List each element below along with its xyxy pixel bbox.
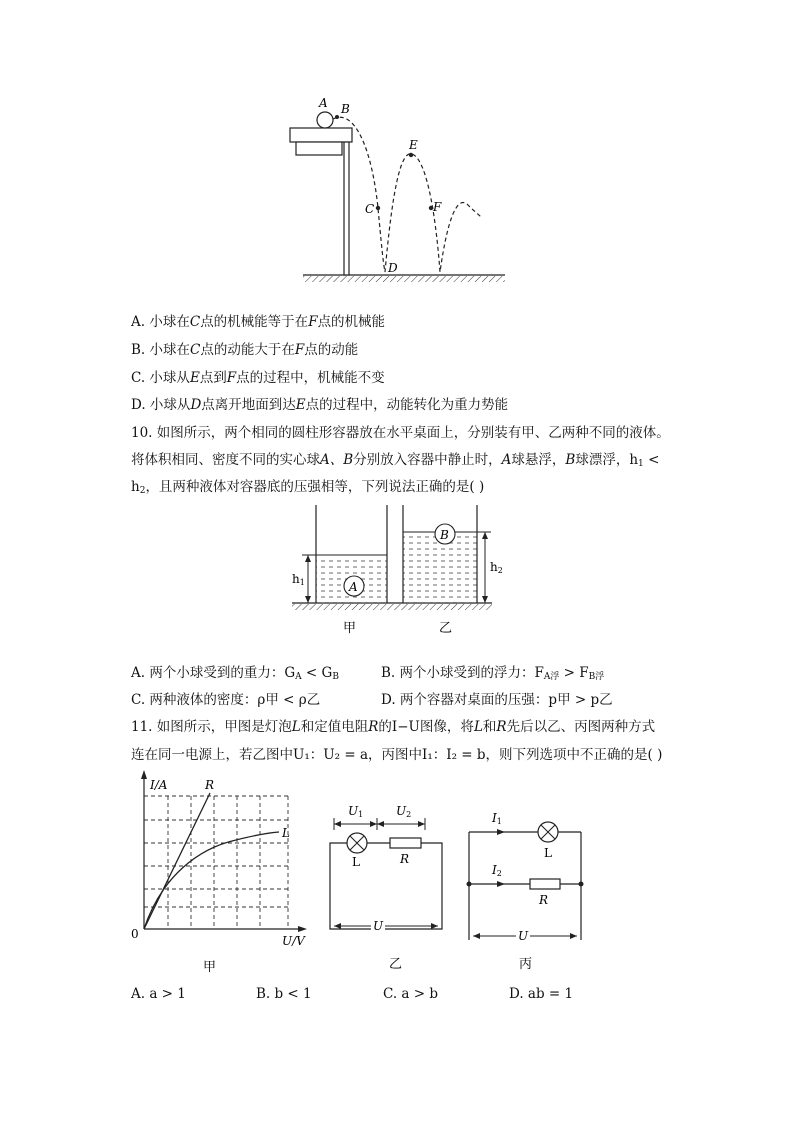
- u2-label: U2: [396, 804, 412, 819]
- circuit-yi-caption: 乙: [389, 957, 403, 972]
- caption-yi: 乙: [439, 621, 453, 636]
- u1-label: U1: [348, 804, 364, 819]
- resistor-label: R: [400, 852, 410, 866]
- curve-l-label: L: [282, 826, 290, 840]
- q10-line-1: 10. 如图所示，两个相同的圆柱形容器放在水平桌面上，分别装有甲、乙两种不同的液体。: [131, 425, 670, 441]
- i1-label: I1: [492, 811, 502, 826]
- y-axis-label: I/A: [150, 778, 168, 792]
- caption-jia: 甲: [343, 621, 357, 636]
- q10-line-2: 将体积相同、密度不同的实心球A、B分别放入容器中静止时，A球悬浮，B球漂浮，$h_1$ <: [131, 452, 660, 469]
- i2-label: I2: [492, 863, 502, 878]
- resistor-label: R: [539, 893, 549, 907]
- h1-label: h1: [292, 572, 305, 587]
- origin-label: 0: [131, 927, 139, 941]
- q10-option-d[interactable]: D. 两个容器对桌面的压强：p甲 > p乙: [381, 692, 613, 708]
- q9-option-b[interactable]: B. 小球在C点的动能大于在F点的动能: [131, 342, 359, 358]
- label-d: D: [388, 261, 398, 275]
- curve-r-label: R: [205, 778, 215, 792]
- lamp-label: L: [352, 855, 360, 869]
- x-axis-label: U/V: [282, 934, 305, 948]
- label-a: A: [319, 96, 328, 110]
- h2-label: h2: [490, 560, 503, 575]
- q10-option-c[interactable]: C. 两种液体的密度：ρ甲 < ρ乙: [131, 692, 321, 708]
- ball-b-label: B: [440, 528, 449, 542]
- lamp-icon: [538, 822, 558, 842]
- q10-option-b[interactable]: B. 两个小球受到的浮力：$F_{A浮} > F_{B浮}$: [381, 665, 605, 682]
- label-f: F: [433, 200, 442, 214]
- u-total-label: U: [518, 929, 529, 943]
- q9-option-c[interactable]: C. 小球从E点到F点的过程中，机械能不变: [131, 370, 385, 386]
- q11-option-a[interactable]: A. a > 1: [131, 986, 186, 1002]
- q11-line-1: 11. 如图所示，甲图是灯泡L和定值电阻R的I−U图像，将L和R先后以乙、丙图两种方式: [131, 719, 656, 735]
- q11-line-2: 连在同一电源上，若乙图中U₁：U₂ = a，丙图中I₁：I₂ = b，则下列选项中不正确的是( ): [131, 747, 663, 763]
- label-b: B: [341, 102, 350, 116]
- resistor-icon: [530, 879, 560, 889]
- q9-option-d[interactable]: D. 小球从D点离开地面到达E点的过程中，动能转化为重力势能: [131, 397, 509, 413]
- label-e: E: [409, 138, 418, 152]
- graph-caption: 甲: [203, 960, 217, 975]
- lamp-label: L: [544, 846, 552, 860]
- u-total-label: U: [373, 919, 384, 933]
- q10-line-3: $h_2$，且两种液体对容器底的压强相等，下列说法正确的是( ): [131, 479, 485, 496]
- circuit-bing-caption: 丙: [519, 957, 533, 972]
- q11-option-c[interactable]: C. a > b: [383, 986, 439, 1002]
- ball-a-label: A: [349, 580, 358, 594]
- q11-option-d[interactable]: D. ab = 1: [509, 986, 574, 1002]
- q10-option-a[interactable]: A. 两个小球受到的重力：$G_A < G_B$: [131, 665, 339, 682]
- q11-option-b[interactable]: B. b < 1: [256, 986, 312, 1002]
- label-c: C: [365, 202, 375, 216]
- q9-option-a[interactable]: A. 小球在C点的机械能等于在F点的机械能: [131, 314, 386, 330]
